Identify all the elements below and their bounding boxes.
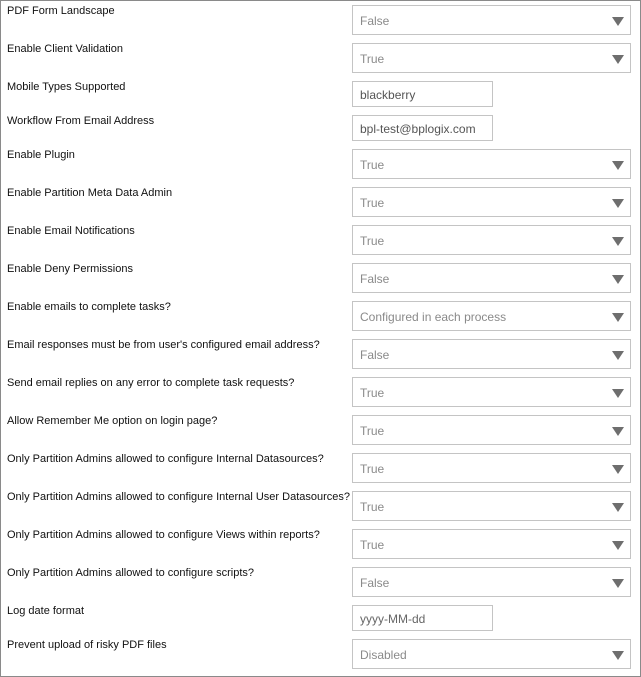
input-value: bpl-test@bplogix.com	[360, 122, 476, 136]
chevron-down-icon	[612, 161, 624, 170]
configure-scripts-select[interactable]	[352, 567, 631, 597]
chevron-down-icon	[612, 237, 624, 246]
select-value: True	[360, 52, 385, 66]
internal-user-datasources-select[interactable]	[352, 491, 631, 521]
input-value: blackberry	[360, 88, 416, 102]
setting-label: Log date format	[7, 605, 85, 617]
log-date-format-input[interactable]	[352, 605, 493, 631]
chevron-down-icon	[612, 503, 624, 512]
select-value: True	[360, 424, 385, 438]
input-placeholder: yyyy-MM-dd	[360, 612, 426, 626]
enable-plugin-select[interactable]	[352, 149, 631, 179]
partition-meta-data-admin-select[interactable]	[352, 187, 631, 217]
chevron-down-icon	[612, 313, 624, 322]
setting-label: Enable Partition Meta Data Admin	[7, 187, 173, 199]
pdf-form-landscape-select[interactable]	[352, 5, 631, 35]
setting-label: Only Partition Admins allowed to configure scripts?	[7, 567, 255, 579]
chevron-down-icon	[612, 389, 624, 398]
setting-label: Enable emails to complete tasks?	[7, 301, 171, 313]
deny-permissions-select[interactable]	[352, 263, 631, 293]
chevron-down-icon	[612, 55, 624, 64]
setting-label: Prevent upload of risky PDF files	[7, 639, 167, 651]
internal-datasources-select[interactable]	[352, 453, 631, 483]
chevron-down-icon	[612, 541, 624, 550]
setting-label: Allow Remember Me option on login page?	[7, 415, 218, 427]
views-within-reports-select[interactable]	[352, 529, 631, 559]
setting-label: Enable Client Validation	[7, 43, 123, 55]
select-value: False	[360, 272, 390, 286]
setting-label: Email responses must be from user's configured email address?	[7, 339, 320, 351]
select-value: Configured in each process	[360, 310, 507, 324]
setting-label: Enable Deny Permissions	[7, 263, 133, 275]
setting-label: Mobile Types Supported	[7, 81, 126, 93]
setting-label: Only Partition Admins allowed to configure Views within reports?	[7, 529, 320, 541]
select-value: False	[360, 576, 390, 590]
email-notifications-select[interactable]	[352, 225, 631, 255]
chevron-down-icon	[612, 351, 624, 360]
select-value: True	[360, 462, 385, 476]
select-value: True	[360, 386, 385, 400]
select-value: False	[360, 348, 390, 362]
chevron-down-icon	[612, 465, 624, 474]
email-responses-from-user-select[interactable]	[352, 339, 631, 369]
mobile-types-input[interactable]	[352, 81, 493, 107]
chevron-down-icon	[612, 427, 624, 436]
select-value: Disabled	[360, 648, 407, 662]
setting-label: PDF Form Landscape	[7, 5, 115, 17]
enable-client-validation-select[interactable]	[352, 43, 631, 73]
setting-label: Enable Email Notifications	[7, 225, 135, 237]
select-value: True	[360, 234, 385, 248]
select-value: True	[360, 538, 385, 552]
email-replies-on-error-select[interactable]	[352, 377, 631, 407]
setting-label: Only Partition Admins allowed to configure Internal User Datasources?	[7, 491, 351, 503]
chevron-down-icon	[612, 17, 624, 26]
setting-label: Send email replies on any error to complete task requests?	[7, 377, 295, 389]
risky-pdf-upload-select[interactable]	[352, 639, 631, 669]
select-value: False	[360, 14, 390, 28]
select-value: True	[360, 196, 385, 210]
emails-complete-tasks-select[interactable]	[352, 301, 631, 331]
chevron-down-icon	[612, 651, 624, 660]
chevron-down-icon	[612, 275, 624, 284]
select-value: True	[360, 158, 385, 172]
select-value: True	[360, 500, 385, 514]
setting-label: Only Partition Admins allowed to configure Internal Datasources?	[7, 453, 324, 465]
chevron-down-icon	[612, 199, 624, 208]
remember-me-select[interactable]	[352, 415, 631, 445]
workflow-from-email-input[interactable]	[352, 115, 493, 141]
setting-label: Enable Plugin	[7, 149, 75, 161]
setting-label: Workflow From Email Address	[7, 115, 155, 127]
chevron-down-icon	[612, 579, 624, 588]
